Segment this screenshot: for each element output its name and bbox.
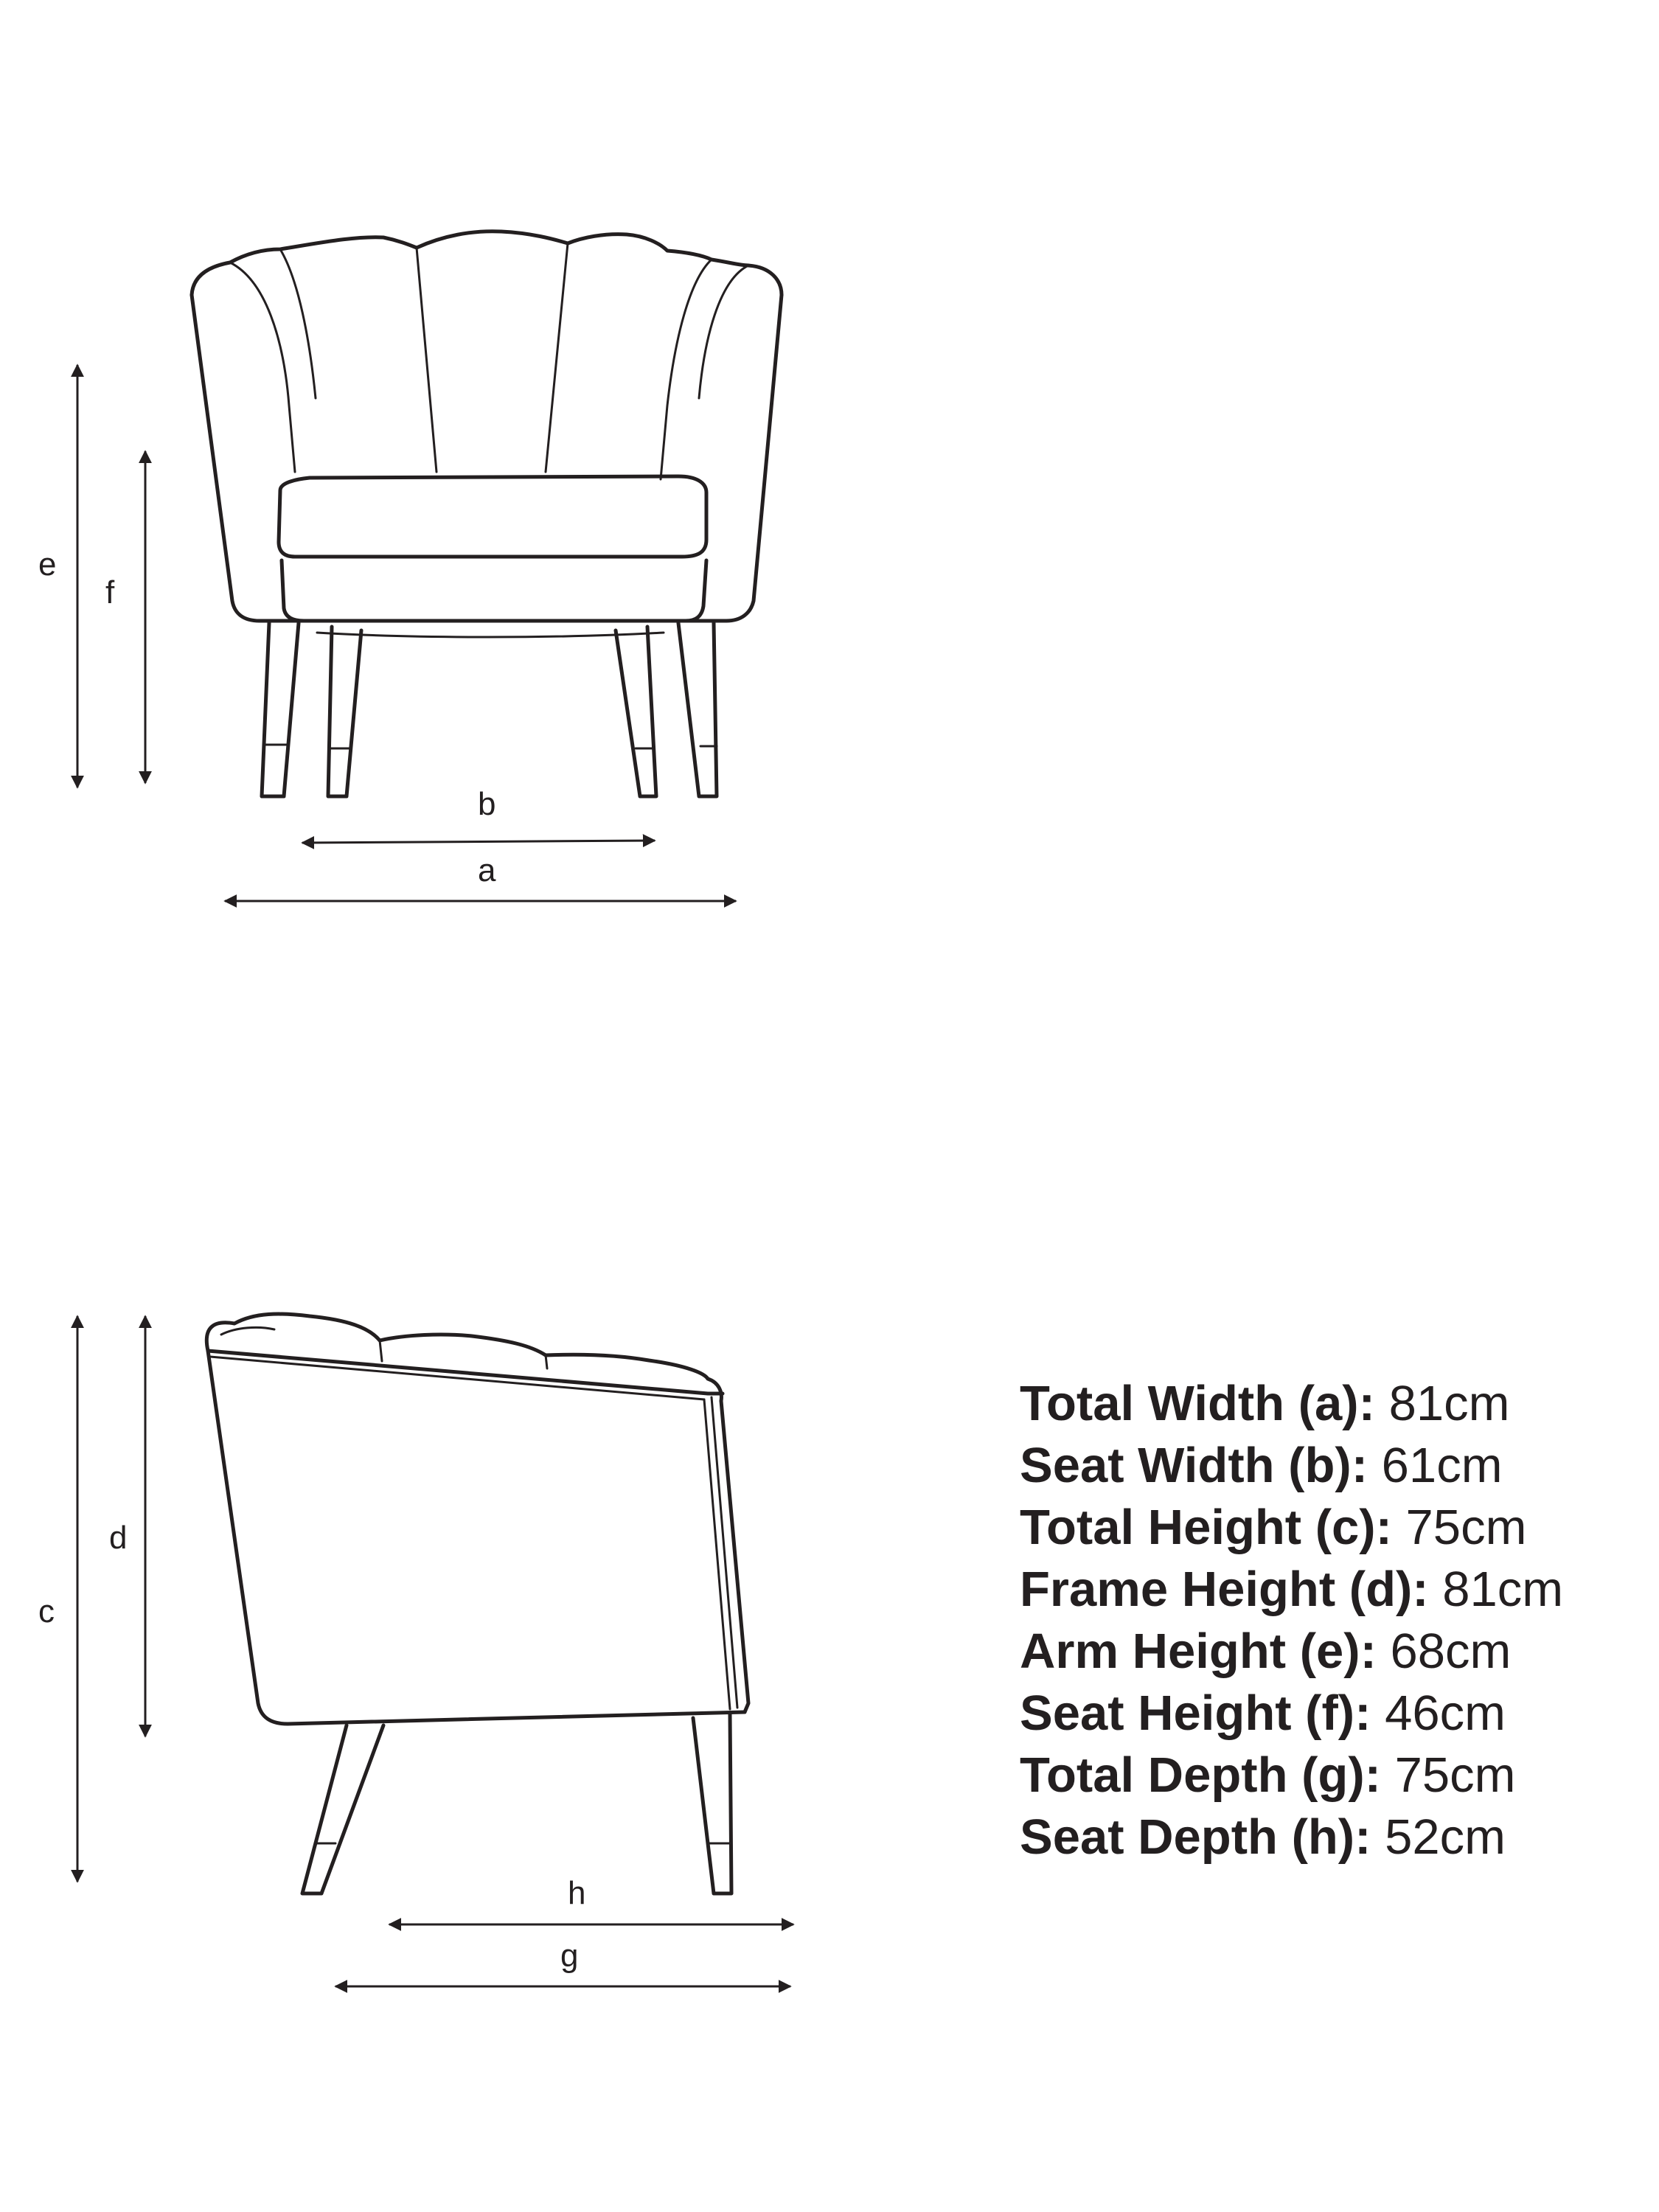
dimension-label-a: a bbox=[478, 852, 496, 888]
spec-value: 46cm bbox=[1385, 1686, 1506, 1741]
spec-value: 52cm bbox=[1385, 1809, 1506, 1865]
dimensions-spec-list bbox=[1020, 1373, 1563, 1868]
dimension-label-d: d bbox=[109, 1520, 128, 1556]
spec-label: Seat Width (b): bbox=[1020, 1438, 1368, 1493]
spec-seat-width bbox=[1020, 1435, 1563, 1497]
spec-value: 81cm bbox=[1442, 1562, 1564, 1617]
dimension-label-g: g bbox=[560, 1938, 579, 1974]
spec-seat-height bbox=[1020, 1683, 1563, 1745]
dimension-label-f: f bbox=[105, 574, 115, 611]
dimension-b-arrow bbox=[302, 841, 655, 843]
spec-frame-height bbox=[1020, 1559, 1563, 1621]
dimension-label-e: e bbox=[38, 546, 57, 582]
spec-label: Total Depth (g): bbox=[1020, 1747, 1381, 1803]
spec-value: 75cm bbox=[1394, 1747, 1516, 1803]
chair-side-view bbox=[206, 1314, 748, 1893]
spec-seat-depth bbox=[1020, 1806, 1563, 1868]
spec-total-depth bbox=[1020, 1745, 1563, 1806]
spec-label: Total Height (c): bbox=[1020, 1500, 1392, 1555]
spec-total-height bbox=[1020, 1497, 1563, 1559]
dimension-label-h: h bbox=[568, 1875, 586, 1911]
spec-label: Seat Depth (h): bbox=[1020, 1809, 1371, 1865]
spec-value: 81cm bbox=[1388, 1376, 1510, 1431]
spec-label: Arm Height (e): bbox=[1020, 1624, 1377, 1679]
dimension-label-c: c bbox=[38, 1593, 55, 1630]
spec-value: 75cm bbox=[1405, 1500, 1527, 1555]
spec-value: 68cm bbox=[1390, 1624, 1512, 1679]
dimension-label-b: b bbox=[478, 786, 496, 822]
spec-label: Total Width (a): bbox=[1020, 1376, 1375, 1431]
spec-arm-height bbox=[1020, 1621, 1563, 1683]
spec-label: Seat Height (f): bbox=[1020, 1686, 1371, 1741]
spec-value: 61cm bbox=[1381, 1438, 1503, 1493]
spec-label: Frame Height (d): bbox=[1020, 1562, 1429, 1617]
spec-total-width bbox=[1020, 1373, 1563, 1435]
chair-front-view bbox=[192, 232, 782, 796]
